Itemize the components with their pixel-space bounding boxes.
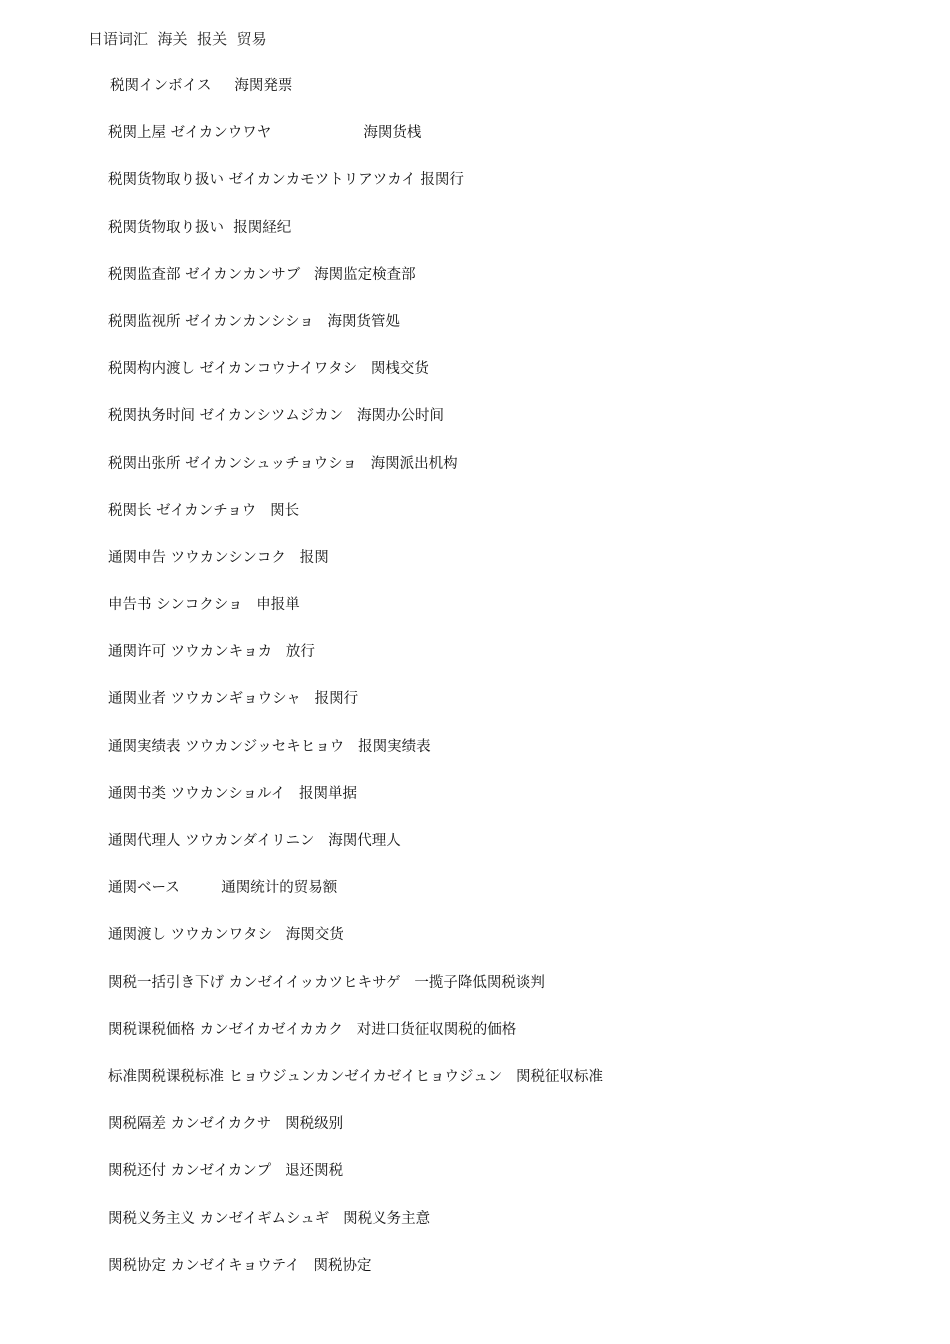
vocabulary-entry: 税関长 ゼイカンチョウ 関长 [108,502,300,519]
vocabulary-entry: 関税隔差 カンゼイカクサ 関税级别 [108,1116,344,1133]
vocabulary-entry: 通関渡し ツウカンワタシ 海関交货 [108,927,344,944]
vocabulary-entry: 税関构内渡し ゼイカンコウナイワタシ 関桟交货 [108,361,429,378]
vocabulary-entry: 関税还付 カンゼイカンプ 退还関税 [108,1163,344,1180]
vocabulary-entry: 税関货物取り扱い ゼイカンカモツトリアツカイ 报関行 [108,172,464,189]
vocabulary-entry: 通関代理人 ツウカンダイリニン 海関代理人 [108,833,401,849]
vocabulary-entry: 税関监査部 ゼイカンカンサブ 海関监定検査部 [108,266,416,283]
document-title: 日语词汇 海关 报关 贸易 [88,30,267,48]
vocabulary-entry: 通関申告 ツウカンシンコク 报関 [108,549,329,566]
vocabulary-entry: 税関インボイス 海関発票 [110,78,293,94]
vocabulary-entry: 申告书 シンコクショ 申报単 [108,597,300,614]
vocabulary-entry: 标准関税课税标准 ヒョウジュンカンゼイカゼイヒョウジュン 関税征収标准 [108,1068,604,1085]
vocabulary-entry: 通関许可 ツウカンキョカ 放行 [108,644,315,661]
vocabulary-entry: 通関実绩表 ツウカンジッセキヒョウ 报関実绩表 [108,738,431,755]
vocabulary-entry: 関税协定 カンゼイキョウテイ 関税协定 [108,1257,372,1274]
vocabulary-entry: 通関ベース 通関统计的贸易额 [108,880,338,897]
vocabulary-entry: 関税义务主义 カンゼイギムシュギ 関税义务主意 [108,1210,431,1227]
vocabulary-entry: 税関监视所 ゼイカンカンシショ 海関货管処 [108,313,401,330]
vocabulary-entry: 税関执务时间 ゼイカンシツムジカン 海関办公时间 [108,408,445,425]
vocabulary-entry: 税関出张所 ゼイカンシュッチョウショ 海関派出机构 [108,455,458,472]
vocabulary-entry: 関税一括引き下げ カンゼイイッカツヒキサゲ 一揽子降低関税谈判 [108,974,545,991]
vocabulary-entry: 通関业者 ツウカンギョウシャ 报関行 [108,691,359,708]
vocabulary-entry: 通関书类 ツウカンショルイ 报関単据 [108,785,358,802]
vocabulary-entry: 税関货物取り扱い 报関経纪 [108,219,292,236]
vocabulary-entry: 関税课税価格 カンゼイカゼイカカク 对进口货征収関税的価格 [108,1021,517,1038]
vocabulary-list [108,76,603,1303]
vocabulary-entry: 税関上屋 ゼイカンウワヤ 海関货桟 [108,125,422,142]
